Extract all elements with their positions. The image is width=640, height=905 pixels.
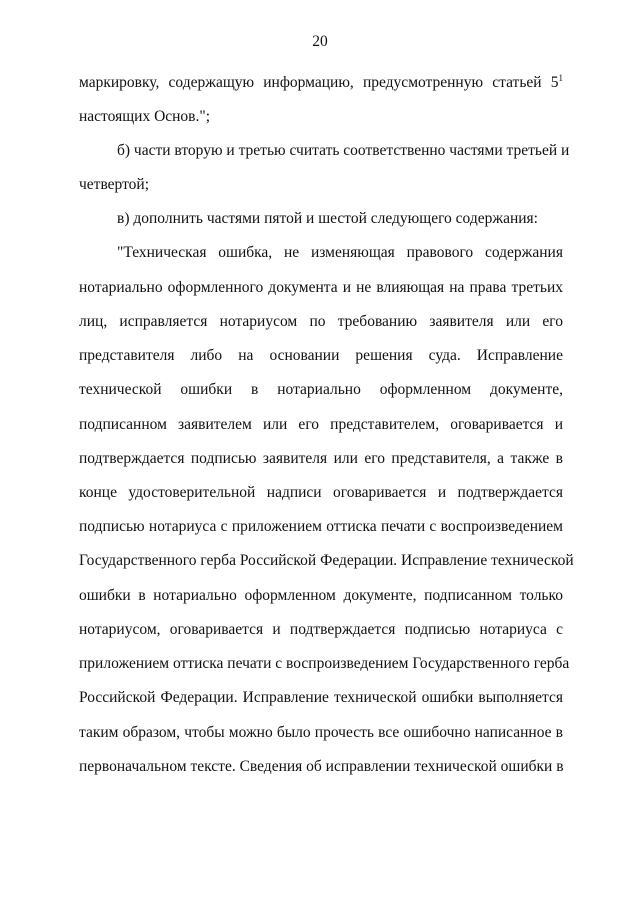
footnote-superscript: 1: [558, 72, 563, 83]
text-line: конце удостоверительной надписи оговаривается и подтверждается: [79, 484, 563, 501]
text-line: подтверждается подписью заявителя или его представителя, а также в: [79, 450, 563, 467]
text-line: настоящих Основ.";: [79, 108, 211, 125]
text-line: приложением оттиска печати с воспроизведением Государственного герба: [79, 655, 570, 672]
text-line: лиц, исправляется нотариусом по требованию заявителя или его: [79, 313, 563, 330]
text-line: первоначальном тексте. Сведения об исправлении технической ошибки в: [79, 758, 564, 775]
text-line: нотариально оформленного документа и не влияющая на права третьих: [79, 279, 563, 296]
text-line: [79, 73, 563, 93]
text-line: б) части вторую и третью считать соответственно частями третьей и: [117, 142, 570, 159]
text-line: Российской Федерации. Исправление технической ошибки выполняется: [79, 689, 563, 706]
page-number: 20: [312, 33, 328, 50]
text-line: таким образом, чтобы можно было прочесть все ошибочно написанное в: [79, 724, 563, 741]
text-line-content: маркировку, содержащую информацию, предусмотренную статьей 5: [79, 74, 559, 91]
text-line: подписью нотариуса с приложением оттиска печати с воспроизведением: [79, 518, 563, 535]
text-line: технической ошибки в нотариально оформленном документе,: [79, 381, 563, 398]
text-line: Государственного герба Российской Федерации. Исправление технической: [79, 552, 574, 569]
text-line: в) дополнить частями пятой и шестой следующего содержания:: [117, 210, 538, 227]
text-line: ошибки в нотариально оформленном документе, подписанном только: [79, 587, 563, 604]
text-line: представителя либо на основании решения суда. Исправление: [79, 347, 563, 364]
text-line: "Техническая ошибка, не изменяющая правового содержания: [117, 244, 563, 261]
text-line: подписанном заявителем или его представителем, оговаривается и: [79, 416, 563, 433]
text-line: четвертой;: [79, 176, 150, 193]
text-line: нотариусом, оговаривается и подтверждается подписью нотариуса с: [79, 621, 563, 638]
